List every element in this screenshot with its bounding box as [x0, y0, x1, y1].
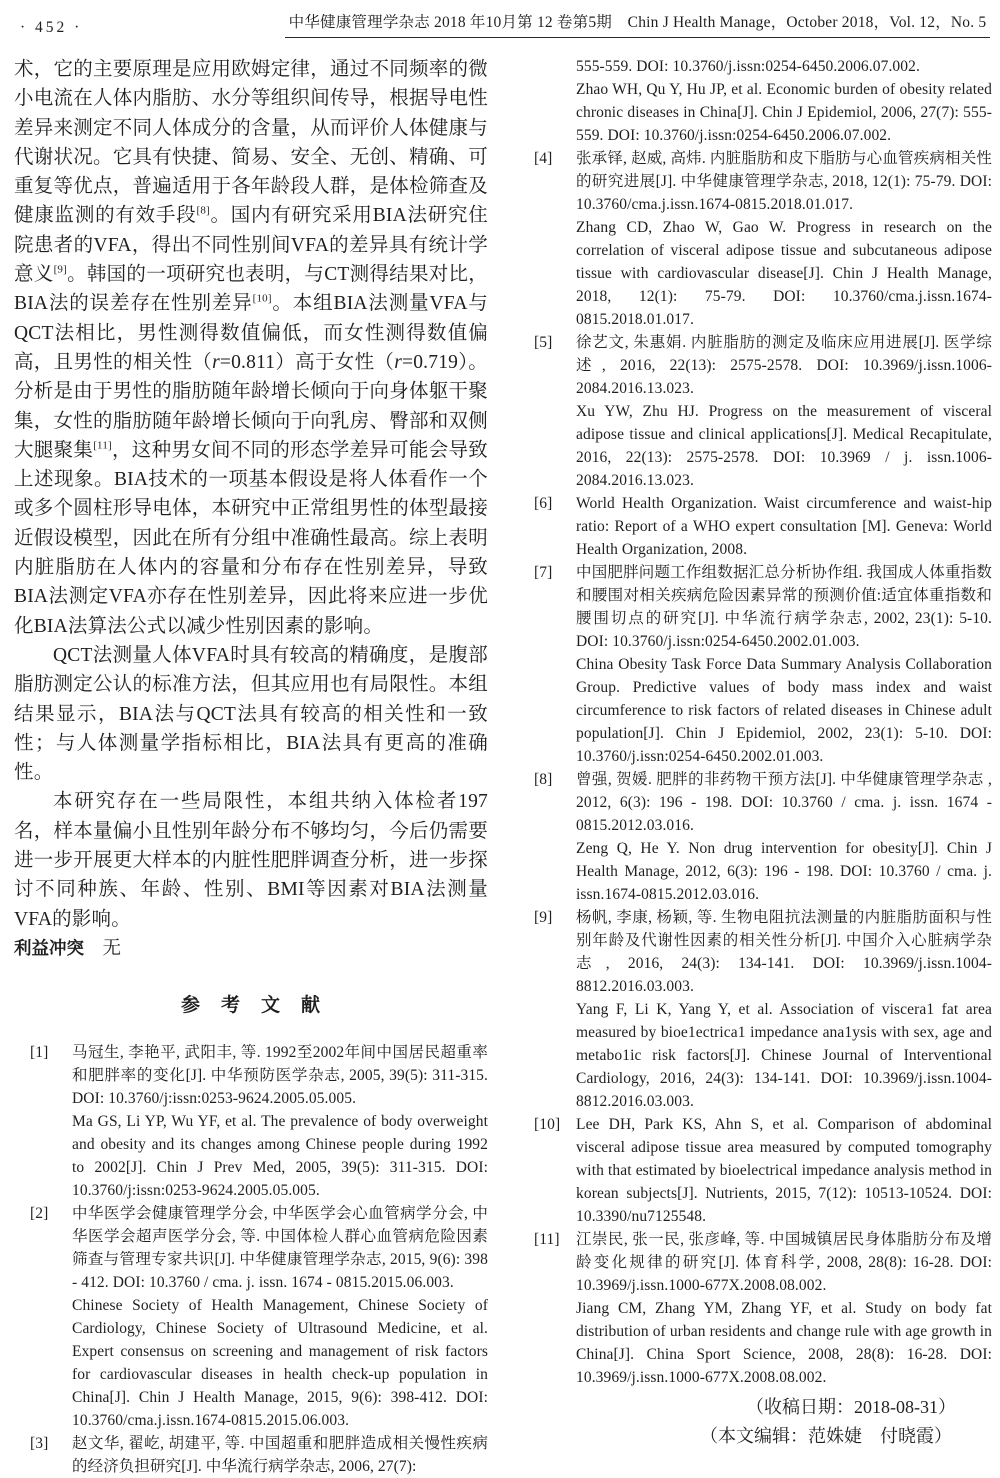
references-heading: 参 考 文 献 [180, 995, 321, 1017]
reference-number: [1] [30, 1044, 49, 1062]
reference-text-en: Zeng Q, He Y. Non drug intervention for obesity[J]. Chin J Health Manage, 2012, 6(3): 196 - 198. DOI: 10.3760 / cma. j. issn.1674-0815.2012.03.016. [576, 840, 992, 903]
reference-number: [6] [534, 495, 553, 512]
reference-text-en: Yang F, Li K, Yang Y, et al. Association of viscera1 fat area measured by bioe1ectrica1 impedance ana1ysis with sex, age and metabo1ic risk factors[J]. Chinese Journal of Interventional Cardiology, 2016, 24(3): 134-141. DOI: 10.3969/j.issn.1004-8812.2016.03.003. [576, 1001, 992, 1110]
reference-text-zh: 中华医学会健康管理学分会, 中华医学会心血管病学分会, 中华医学会超声医学分会, 等. 中国体检人群心血管病危险因素筛查与管理专家共识[J]. 中华健康管理学杂志, 2015, 9(6): 398 - 412. DOI: 10.3760 / cma. j. issn. 1674 - 0815.2015.06.003. [72, 1205, 488, 1292]
reference-number: [7] [534, 564, 553, 581]
reference-text-zh: 江崇民, 张一民, 张彦峰, 等. 中国城镇居民身体脂肪分布及增龄变化规律的研究[J]. 体育科学, 2008, 28(8): 16-28. DOI: 10.3969/j.issn.1000-677X.2008.08.002. [576, 1231, 992, 1294]
reference-item [518, 147, 992, 331]
conflict-of-interest [14, 934, 488, 964]
two-column-body [0, 38, 1000, 1478]
reference-item [518, 561, 992, 768]
conflict-of-interest-value: 无 [102, 938, 122, 959]
reference-item [518, 1228, 992, 1389]
reference-text-zh: 张承铎, 赵威, 高炜. 内脏脂肪和皮下脂肪与心血管疾病相关性的研究进展[J]. 中华健康管理学杂志, 2018, 12(1): 75-79. DOI: 10.3760/cma.j.issn.1674-0815.2018.01.017. [576, 150, 992, 213]
reference-number: [3] [30, 1435, 49, 1453]
reference-item [518, 1113, 992, 1228]
received-date: （收稿日期：2018-08-31） [746, 1397, 956, 1417]
reference-text-en: China Obesity Task Force Data Summary Analysis Collaboration Group. Predictive values of body mass index and waist circumference to risk factors of related diseases in Chinese adult population[J]. Chin J Epidemiol, 2002, 23(1): 5-10. DOI: 10.3760/j.issn:0254-6450.2002.01.003. [576, 656, 992, 765]
reference-number: [11] [534, 1231, 560, 1248]
reference-continuation [518, 55, 992, 147]
page-header [0, 0, 1000, 38]
reference-item [518, 331, 992, 492]
reference-text-en: Ma GS, Li YP, Wu YF, et al. The prevalence of body overweight and obesity and its changes among Chinese people during 1992 to 2002[J]. Chin J Prev Med, 2005, 39(5): 311-315. DOI: 10.3760/j:issn:0253-9624.2005.05.005. [72, 1113, 488, 1200]
reference-text-zh: 马冠生, 李艳平, 武阳丰, 等. 1992至2002年间中国居民超重率和肥胖率的变化[J]. 中华预防医学杂志, 2005, 39(5): 311-315. DOI: 10.3760/j:issn:0253-9624.2005.05.005. [72, 1044, 488, 1108]
reference-number: [10] [534, 1116, 561, 1133]
reference-item [14, 1041, 488, 1202]
reference-item [14, 1202, 488, 1432]
article-paragraph: 本研究存在一些局限性，本组共纳入体检者197名，样本量偏小且性别年龄分布不够均匀，今后仍需要进一步开展更大样本的内脏性肥胖调查分析，进一步探讨不同种族、年龄、性别、BMI等因素对BIA法测量VFA的影响。 [14, 791, 488, 930]
reference-text-en: Zhang CD, Zhao W, Gao W. Progress in research on the correlation of visceral adipose tissue and subcutaneous adipose tissue with cardiovascular disease[J]. Chin J Health Manage, 2018, 12(1): 75-79. DOI: 10.3760/cma.j.issn.1674-0815.2018.01.017. [576, 219, 992, 328]
reference-text-en: Jiang CM, Zhang YM, Zhang YF, et al. Study on body fat distribution of urban residents and change rule with age growth in China[J]. China Sport Science, 2008, 28(8): 16-28. DOI: 10.3969/j.issn.1000-677X.2008.08.002. [576, 1300, 992, 1386]
editors-note: （本文编辑：范姝婕 付晓霞） [700, 1426, 952, 1446]
reference-text-en: Lee DH, Park KS, Ahn S, et al. Comparison of abdominal visceral adipose tissue area measured by computed tomography with that estimated by bioelectrical impedance analysis method in korean subjects[J]. Nutrients, 2015, 7(12): 10513-10524. DOI: 10.3390/nu7125548. [576, 1116, 992, 1225]
reference-item [518, 492, 992, 561]
left-column [14, 55, 488, 1478]
reference-item [518, 768, 992, 906]
reference-text-zh: 中国肥胖问题工作组数据汇总分析协作组. 我国成人体重指数和腰围对相关疾病危险因素异常的预测价值:适宜体重指数和腰围切点的研究[J]. 中华流行病学杂志, 2002, 23(1): 5-10. DOI: 10.3760/j.issn:0254-6450.2002.01.003. [576, 564, 992, 650]
reference-text-zh: 徐艺文, 朱惠娟. 内脏脂肪的测定及临床应用进展[J]. 医学综述, 2016, 22(13): 2575-2578. DOI: 10.3969/j.issn.1006-2084.2016.13.023. [576, 334, 992, 397]
reference-text-en: Chinese Society of Health Management, Chinese Society of Cardiology, Chinese Society of Ultrasound Medicine, et al. Expert consensus on screening and management of risk factors for cardiovascular diseases in health check-up population in China[J]. Chin J Health Manage, 2015, 9(6): 398-412. DOI: 10.3760/cma.j.issn.1674-0815.2015.06.003. [72, 1297, 488, 1430]
reference-number: [4] [534, 150, 553, 167]
reference-number: [5] [534, 334, 553, 351]
reference-number: [2] [30, 1205, 49, 1223]
reference-number: [9] [534, 909, 553, 926]
article-paragraph: QCT法测量人体VFA时具有较高的精确度，是腹部脂肪测定公认的标准方法，但其应用也有局限性。本组结果显示，BIA法与QCT法具有较高的相关性和一致性；与人体测量学指标相比，BIA法具有更高的准确性。 [14, 644, 488, 784]
journal-title: 中华健康管理学杂志 2018 年10月第 12 卷第5期 Chin J Health Manage，October 2018，Vol. 12，No. 5 [285, 13, 990, 38]
conflict-of-interest-label: 利益冲突 [14, 937, 84, 958]
right-column [518, 55, 992, 1478]
reference-text-en: World Health Organization. Waist circumference and waist-hip ratio: Report of a WHO expert consultation [M]. Geneva: World Health Organization, 2008. [576, 495, 992, 558]
reference-item [14, 1432, 488, 1478]
page-number: · 452 · [20, 19, 83, 36]
reference-text-zh: 杨帆, 李康, 杨颖, 等. 生物电阻抗法测量的内脏脂肪面积与性别年龄及代谢性因素的相关性分析[J]. 中国介入心脏病学杂志, 2016, 24(3): 134-141. DOI: 10.3969/j.issn.1004-8812.2016.03.003. [576, 909, 992, 995]
article-paragraph: 术，它的主要原理是应用欧姆定律，通过不同频率的微小电流在人体内脂肪、水分等组织间传导，根据导电性差异来测定不同人体成分的含量，从而评价人体健康与代谢状况。它具有快捷、简易、安全、无创、精确、可重复等优点，普遍适用于各年龄段人群，是体检筛查及健康监测的有效手段[8]。国内有研究采用BIA法研究住院患者的VFA，得出不同性别间VFA的差异具有统计学意义[9]。韩国的一项研究也表明，与CT测得结果对比，BIA法的误差存在性别差异[10]。本组BIA法测量VFA与QCT法相比，男性测得数值偏低，而女性测得数值偏高，且男性的相关性（r=0.811）高于女性（r=0.719）。分析是由于男性的脂肪随年龄增长倾向于向身体躯干聚集，女性的脂肪随年龄增长倾向于向乳房、臀部和双侧大腿聚集[11]，这种男女间不同的形态学差异可能会导致上述现象。BIA技术的一项基本假设是将人体看作一个或多个圆柱形导电体，本研究中正常组男性的体型最接近假设模型，因此在所有分组中准确性最高。综上表明内脏脂肪在人体内的容量和分布存在性别差异，导致BIA法测定VFA亦存在性别差异，因此将来应进一步优化BIA法算法公式以减少性别因素的影响。 [14, 59, 489, 637]
reference-text-en: Zhao WH, Qu Y, Hu JP, et al. Economic burden of obesity related chronic diseases in China[J]. Chin J Epidemiol, 2006, 27(7): 555-559. DOI: 10.3760/j.issn:0254-6450.2006.07.002. [576, 81, 992, 144]
reference-text-zh: 555-559. DOI: 10.3760/j.issn:0254-6450.2006.07.002. [576, 58, 920, 75]
reference-text-zh: 赵文华, 翟屹, 胡建平, 等. 中国超重和肥胖造成相关慢性疾病的经济负担研究[J]. 中华流行病学杂志, 2006, 27(7): [72, 1435, 488, 1476]
reference-number: [8] [534, 771, 553, 788]
reference-item [518, 906, 992, 1113]
reference-text-zh: 曾强, 贺媛. 肥胖的非药物干预方法[J]. 中华健康管理学杂志 , 2012, 6(3): 196 - 198. DOI: 10.3760 / cma. j. issn. 1674 - 0815.2012.03.016. [576, 771, 992, 834]
reference-text-en: Xu YW, Zhu HJ. Progress on the measurement of visceral adipose tissue and clinical applications[J]. Medical Recapitulate, 2016, 22(13): 2575-2578. DOI: 10.3969 / j. issn.1006-2084.2016.13.023. [576, 403, 992, 489]
